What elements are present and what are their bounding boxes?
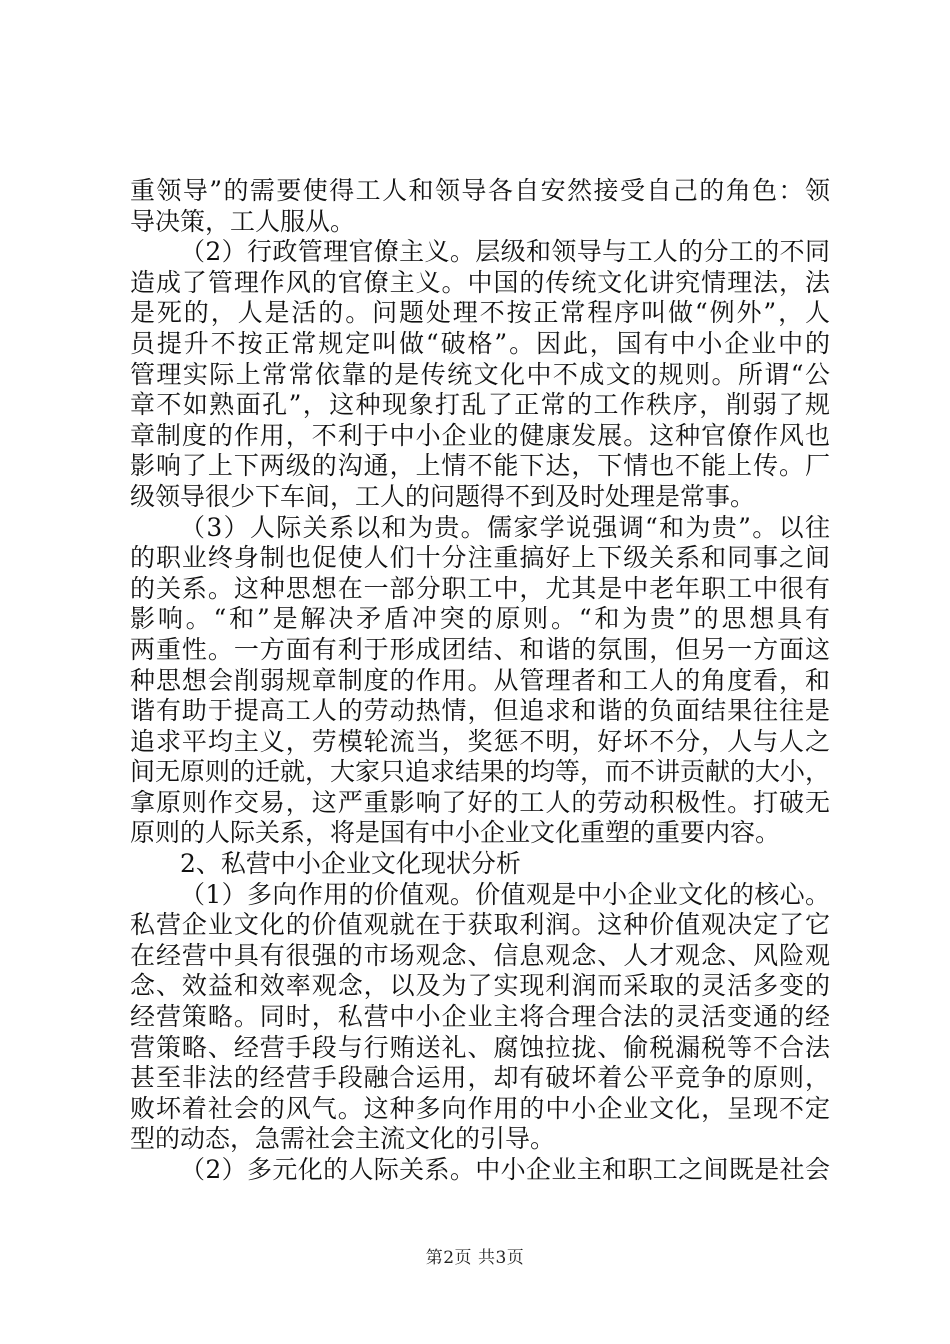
text-line: 级领导很少下车间，工人的问题得不到及时处理是常事。 bbox=[130, 481, 756, 511]
text-line: 在经营中具有很强的市场观念、信息观念、人才观念、风险观 bbox=[130, 940, 830, 970]
body-text bbox=[130, 176, 830, 1186]
text-line: 追求平均主义，劳模轮流当，奖惩不明，好坏不分，人与人之 bbox=[130, 726, 830, 756]
text-line: 经营策略。同时，私营中小企业主将合理合法的灵活变通的经 bbox=[130, 1002, 830, 1032]
text-line: 造成了管理作风的官僚主义。中国的传统文化讲究情理法，法 bbox=[130, 267, 830, 297]
text-line: 拿原则作交易，这严重影响了好的工人的劳动积极性。打破无 bbox=[130, 787, 830, 817]
text-line: 败坏着社会的风气。这种多向作用的中小企业文化，呈现不定 bbox=[130, 1093, 830, 1123]
text-line: 间无原则的迁就，大家只追求结果的均等，而不讲贡献的大小， bbox=[130, 757, 830, 787]
text-line: （2）行政管理官僚主义。层级和领导与工人的分工的不同 bbox=[180, 237, 830, 267]
text-line: （2）多元化的人际关系。中小企业主和职工之间既是社会 bbox=[180, 1155, 830, 1184]
text-line: 营策略、经营手段与行贿送礼、腐蚀拉拢、偷税漏税等不合法 bbox=[130, 1032, 830, 1062]
text-line: 两重性。一方面有利于形成团结、和谐的氛围，但另一方面这 bbox=[130, 634, 830, 664]
text-line: 员提升不按正常规定叫做“破格”。因此，国有中小企业中的 bbox=[130, 328, 830, 358]
section-heading: 2、私营中小企业文化现状分析 bbox=[180, 849, 521, 879]
text-line: 私营企业文化的价值观就在于获取利润。这种价值观决定了它 bbox=[130, 910, 830, 940]
text-line: （3）人际关系以和为贵。儒家学说强调“和为贵”。以往 bbox=[180, 512, 830, 542]
text-line: 是死的，人是活的。问题处理不按正常程序叫做“例外”，人 bbox=[130, 298, 830, 328]
text-line: 谐有助于提高工人的劳动热情，但追求和谐的负面结果往往是 bbox=[130, 696, 830, 726]
page-footer: 第2页 共3页 bbox=[425, 1248, 525, 1268]
text-line: 导决策，工人服从。 bbox=[130, 206, 356, 236]
text-line: 影响。“和”是解决矛盾冲突的原则。“和为贵”的思想具有 bbox=[130, 604, 830, 634]
text-line: 原则的人际关系，将是国有中小企业文化重塑的重要内容。 bbox=[130, 818, 781, 848]
text-line: 型的动态，急需社会主流文化的引导。 bbox=[130, 1124, 556, 1154]
text-line: 甚至非法的经营手段融合运用，却有破坏着公平竞争的原则， bbox=[130, 1063, 830, 1093]
text-line: 念、效益和效率观念，以及为了实现利润而采取的灵活多变的 bbox=[130, 971, 830, 1001]
text-line: （1）多向作用的价值观。价值观是中小企业文化的核心。 bbox=[180, 879, 830, 909]
text-line: 的关系。这种思想在一部分职工中，尤其是中老年职工中很有 bbox=[130, 573, 830, 603]
text-line: 重领导”的需要使得工人和领导各自安然接受自己的角色：领 bbox=[130, 176, 830, 205]
text-line: 章不如熟面孔”，这种现象打乱了正常的工作秩序，削弱了规 bbox=[130, 390, 830, 420]
text-line: 章制度的作用，不利于中小企业的健康发展。这种官僚作风也 bbox=[130, 420, 830, 450]
text-line: 管理实际上常常依靠的是传统文化中不成文的规则。所谓“公 bbox=[130, 359, 830, 389]
text-line: 影响了上下两级的沟通，上情不能下达，下情也不能上传。厂 bbox=[130, 451, 830, 481]
text-line: 的职业终身制也促使人们十分注重搞好上下级关系和同事之间 bbox=[130, 543, 830, 573]
text-line: 种思想会削弱规章制度的作用。从管理者和工人的角度看，和 bbox=[130, 665, 830, 695]
